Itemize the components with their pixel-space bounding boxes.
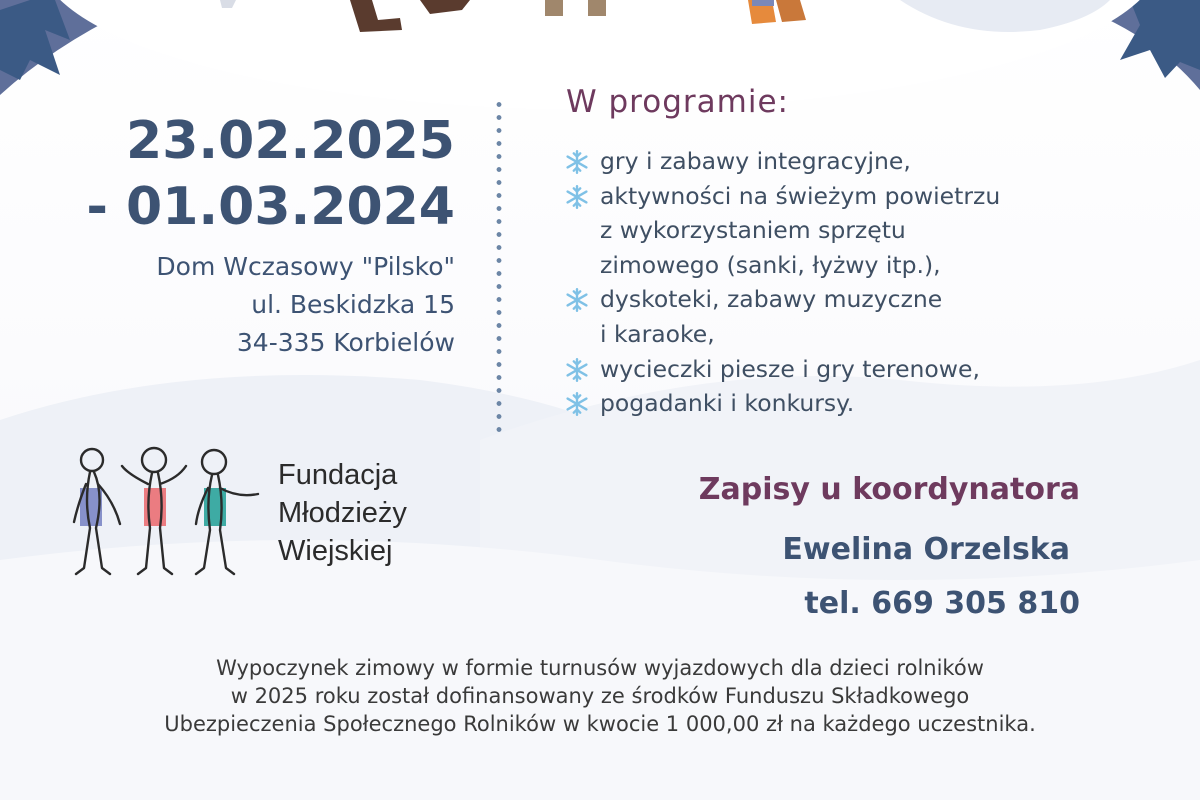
- footnote-line-1: Wypoczynek zimowy w formie turnusów wyjazdowych dla dzieci rolników: [216, 656, 984, 680]
- logo-line-2: Młodzieży: [278, 497, 407, 529]
- funding-footnote: [0, 654, 1200, 738]
- snowflake-icon: [564, 287, 590, 313]
- venue-city: 34-335 Korbielów: [236, 328, 455, 357]
- program-item-text: pogadanki i konkursy.: [600, 389, 855, 418]
- program-item-continuation: [564, 248, 1164, 283]
- coordinator-name: Ewelina Orzelska: [782, 532, 1070, 567]
- coordinator-phone[interactable]: tel. 669 305 810: [804, 586, 1080, 621]
- dotted-divider: [496, 98, 502, 438]
- signup-title: Zapisy u koordynatora: [698, 472, 1080, 507]
- footnote-line-3: Ubezpieczenia Społecznego Rolników w kwocie 1 000,00 zł na każdego uczestnika.: [164, 712, 1036, 736]
- program-item-text: i karaoke,: [600, 319, 715, 348]
- date-start: 23.02.2025: [126, 111, 455, 171]
- program-item: [564, 282, 1164, 317]
- program-item-continuation: [564, 213, 1164, 248]
- program-title: W programie:: [566, 84, 789, 120]
- event-dates: [60, 108, 455, 240]
- program-item-text: gry i zabawy integracyjne,: [600, 147, 911, 175]
- program-item-continuation: [564, 317, 1164, 352]
- foundation-logo-text: [278, 456, 407, 570]
- program-item: [564, 179, 1164, 214]
- venue-address: [40, 248, 455, 362]
- snowflake-icon: [564, 149, 590, 175]
- program-list: [564, 144, 1164, 421]
- snowflake-icon: [564, 184, 590, 210]
- logo-line-1: Fundacja: [278, 459, 398, 491]
- program-item: [564, 386, 1164, 421]
- program-item: [564, 352, 1164, 387]
- venue-name: Dom Wczasowy "Pilsko": [156, 252, 455, 281]
- program-item-text: aktywności na świeżym powietrzu: [600, 181, 1001, 210]
- snowflake-icon: [564, 391, 590, 417]
- program-item-text: zimowego (sanki, łyżwy itp.),: [600, 250, 941, 279]
- footnote-line-2: w 2025 roku został dofinansowany ze środków Funduszu Składkowego: [230, 684, 970, 708]
- venue-street: ul. Beskidzka 15: [251, 290, 455, 319]
- program-item: [564, 144, 1164, 179]
- program-item-text: wycieczki piesze i gry terenowe,: [600, 354, 980, 383]
- snowflake-icon: [564, 357, 590, 383]
- foundation-logo-figures: [68, 444, 268, 584]
- program-item-text: dyskoteki, zabawy muzyczne: [600, 285, 943, 314]
- program-item-text: z wykorzystaniem sprzętu: [600, 216, 906, 245]
- date-end: - 01.03.2024: [86, 177, 455, 237]
- logo-line-3: Wiejskiej: [278, 535, 393, 567]
